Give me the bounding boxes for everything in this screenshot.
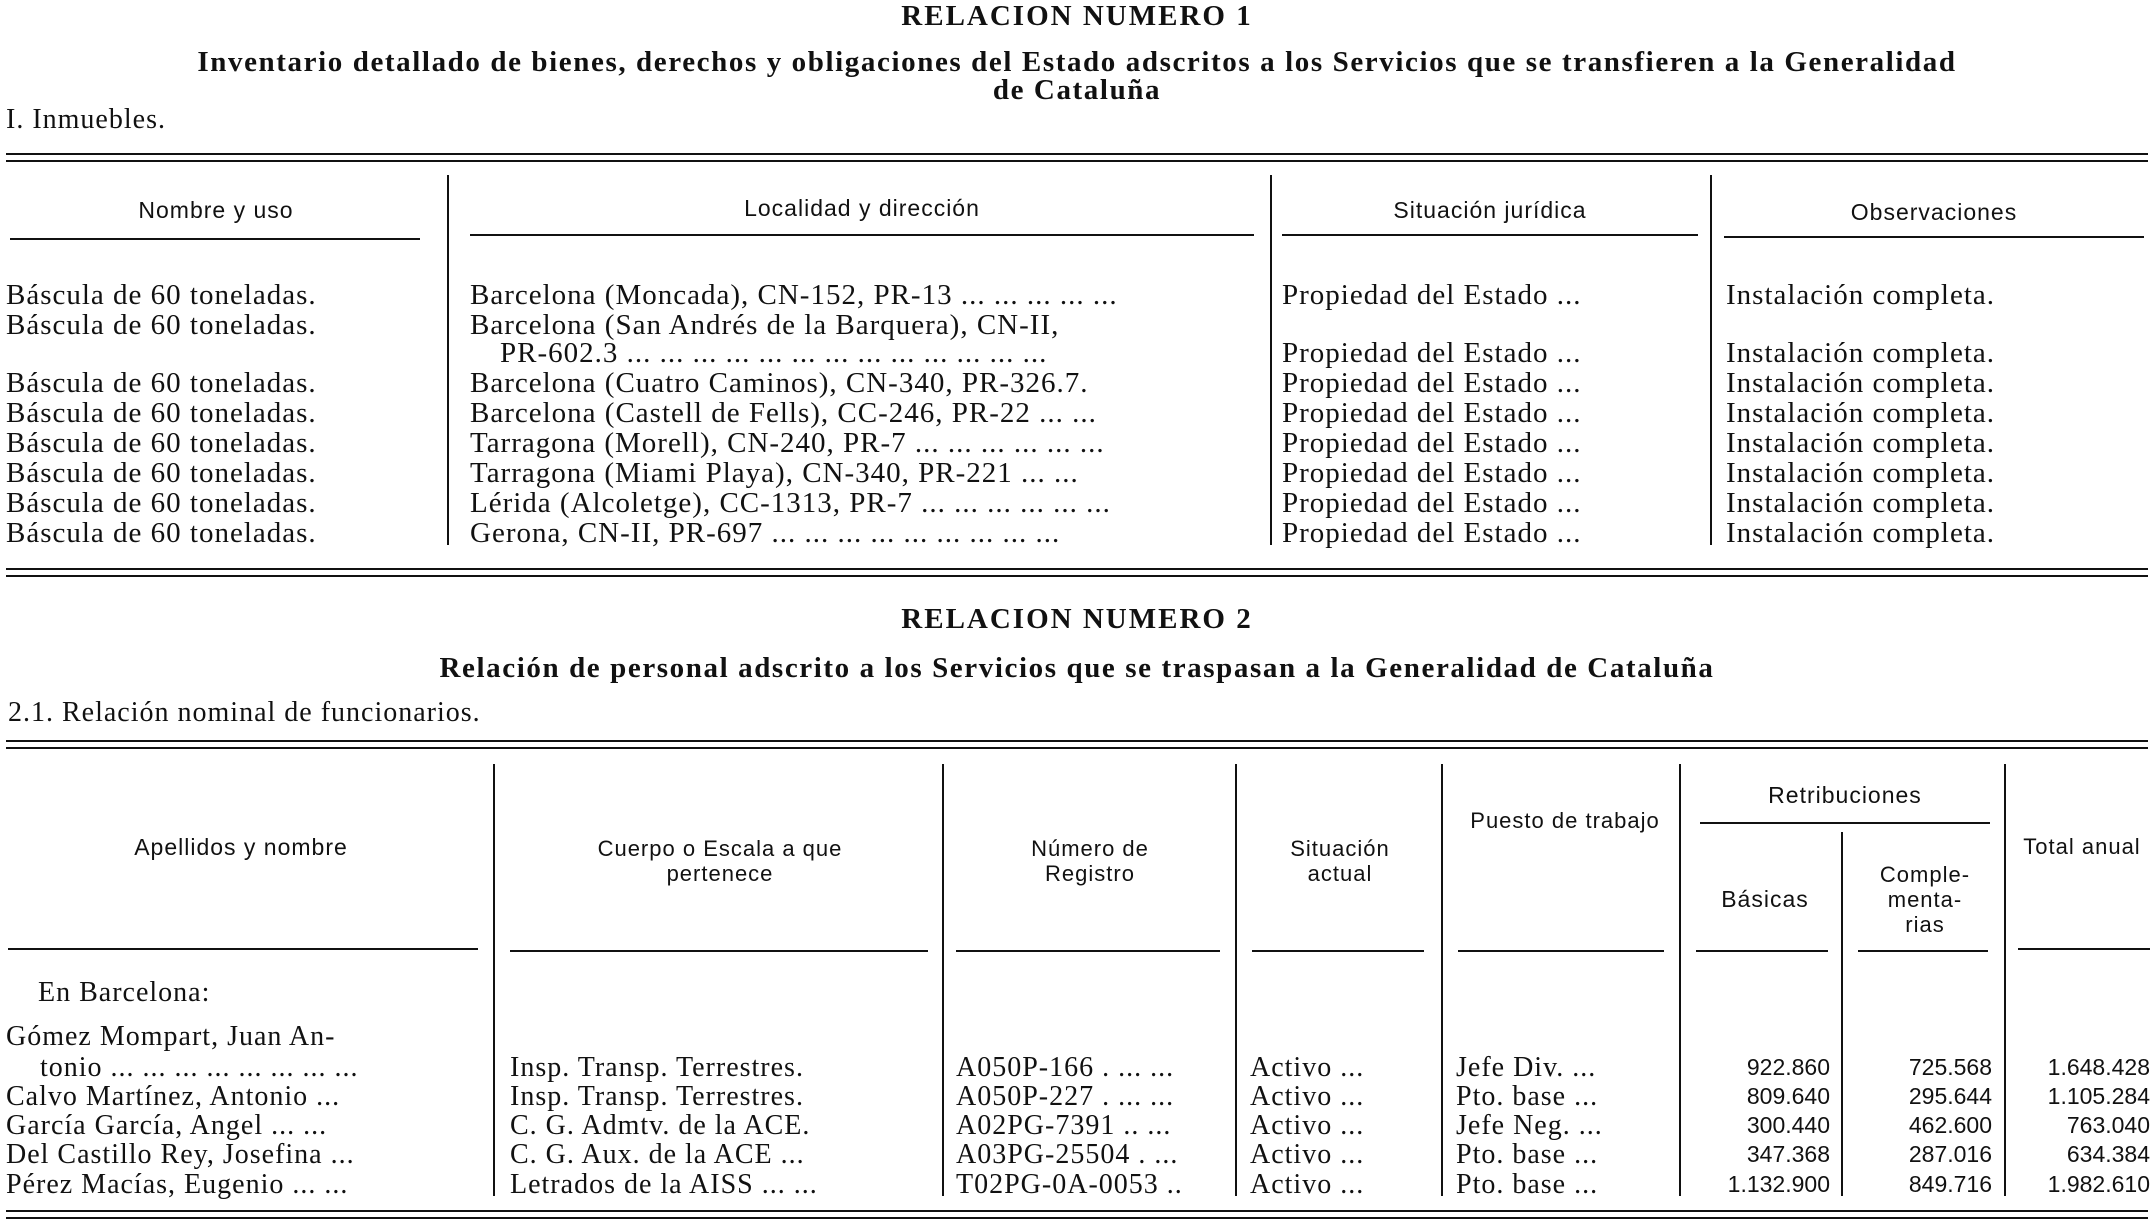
cell-direccion: Lérida (Alcoletge), CC-1313, PR-7 ... ... ... ... ... ... (470, 487, 1111, 519)
cell-nombre: Báscula de 60 toneladas. (6, 279, 317, 311)
header-complementarias: Comple- menta- rias (1879, 862, 1971, 937)
table-row (0, 487, 2154, 517)
table-row (0, 1021, 2154, 1051)
cell-cuerpo: C. G. Aux. de la ACE ... (510, 1139, 805, 1170)
header-underline (1282, 234, 1698, 236)
cell-situacion: Propiedad del Estado ... (1282, 279, 1582, 311)
cell-direccion: Barcelona (Moncada), CN-152, PR-13 ... ... ... ... ... (470, 279, 1118, 311)
cell-nombre: Báscula de 60 toneladas. (6, 367, 317, 399)
cell-situacion: Activo ... (1250, 1110, 1365, 1141)
cell-situacion: Propiedad del Estado ... (1282, 457, 1582, 489)
cell-basicas: 347.368 (1746, 1141, 1830, 1167)
cell-registro: A03PG-25504 . ... (956, 1139, 1179, 1170)
group-label: En Barcelona: (38, 977, 211, 1008)
table2-bottom-rule-2 (6, 1217, 2148, 1219)
header-situacion-juridica: Situación jurídica (1393, 197, 1587, 223)
cell-registro: A02PG-7391 .. ... (956, 1110, 1172, 1141)
header-underline (1858, 950, 1988, 952)
table2-bottom-rule (6, 1210, 2148, 1212)
cell-complementarias: 462.600 (1908, 1112, 1992, 1138)
header-apellidos: Apellidos y nombre (134, 834, 348, 860)
cell-observaciones: Instalación completa. (1726, 517, 1996, 549)
table-row (0, 1139, 2154, 1169)
cell-direccion: Tarragona (Morell), CN-240, PR-7 ... ... ... ... ... ... (470, 427, 1105, 459)
cell-situacion: Activo ... (1250, 1081, 1365, 1112)
cell-total: 1.105.284 (2047, 1083, 2150, 1109)
cell-nombre: Báscula de 60 toneladas. (6, 397, 317, 429)
table-row (0, 1110, 2154, 1140)
cell-nombre: Báscula de 60 toneladas. (6, 309, 317, 341)
cell-cuerpo: Insp. Transp. Terrestres. (510, 1052, 804, 1083)
relacion-1-subtitle-cont: de Cataluña (992, 74, 1162, 106)
relacion-2-subtitle: Relación de personal adscrito a los Servicios que se traspasan a la Generalidad de Cataluña (439, 652, 1715, 684)
table1-top-rule (6, 153, 2148, 155)
header-underline (1252, 950, 1424, 952)
cell-nombre: Gómez Mompart, Juan An- (6, 1021, 336, 1052)
header-nombre-uso: Nombre y uso (138, 197, 294, 223)
cell-direccion: Tarragona (Miami Playa), CN-340, PR-221 ... ... (470, 457, 1079, 489)
header-total-anual: Total anual (2023, 834, 2141, 859)
cell-direccion: Barcelona (Castell de Fells), CC-246, PR-22 ... ... (470, 397, 1097, 429)
section-funcionarios: 2.1. Relación nominal de funcionarios. (8, 697, 481, 728)
cell-observaciones: Instalación completa. (1726, 457, 1996, 489)
cell-cuerpo: Insp. Transp. Terrestres. (510, 1081, 804, 1112)
table-row (0, 517, 2154, 547)
cell-situacion: Propiedad del Estado ... (1282, 517, 1582, 549)
cell-complementarias: 849.716 (1908, 1171, 1992, 1197)
table2-top-rule (6, 740, 2148, 742)
cell-puesto: Pto. base ... (1456, 1081, 1599, 1112)
cell-total: 1.648.428 (2047, 1054, 2150, 1080)
table1-top-rule-2 (6, 160, 2148, 162)
table-row (0, 309, 2154, 339)
cell-registro: A050P-166 . ... ... (956, 1052, 1175, 1083)
cell-nombre: Báscula de 60 toneladas. (6, 427, 317, 459)
retribuciones-underline (1700, 822, 1990, 824)
header-underline (1458, 950, 1664, 952)
relacion-2-title: RELACION NUMERO 2 (901, 603, 1253, 635)
table-row (0, 1169, 2154, 1199)
header-underline (10, 238, 420, 240)
cell-observaciones: Instalación completa. (1726, 337, 1996, 369)
header-situacion-actual: Situación actual (1290, 836, 1390, 886)
table1-bottom-rule (6, 568, 2148, 570)
relacion-1-subtitle: Inventario detallado de bienes, derechos y obligaciones del Estado adscritos a los Servicios que se transfieren a la Generalidad (197, 46, 1957, 78)
section-inmuebles: I. Inmuebles. (6, 104, 166, 135)
header-localidad: Localidad y dirección (744, 195, 980, 221)
cell-basicas: 922.860 (1746, 1054, 1830, 1080)
cell-situacion: Propiedad del Estado ... (1282, 367, 1582, 399)
cell-basicas: 300.440 (1746, 1112, 1830, 1138)
cell-cuerpo: Letrados de la AISS ... ... (510, 1169, 818, 1200)
cell-nombre: Báscula de 60 toneladas. (6, 517, 317, 549)
cell-situacion: Activo ... (1250, 1169, 1365, 1200)
cell-situacion: Propiedad del Estado ... (1282, 397, 1582, 429)
cell-puesto: Pto. base ... (1456, 1169, 1599, 1200)
table2-top-rule-2 (6, 747, 2148, 749)
header-underline (1696, 950, 1828, 952)
cell-situacion: Activo ... (1250, 1052, 1365, 1083)
header-underline (2018, 948, 2150, 950)
cell-puesto: Jefe Div. ... (1456, 1052, 1597, 1083)
header-puesto: Puesto de trabajo (1470, 808, 1660, 833)
cell-direccion-cont: PR-602.3 ... ... ... ... ... ... ... ... ... ... ... ... ... (500, 337, 1048, 369)
cell-total: 763.040 (2066, 1112, 2150, 1138)
cell-situacion: Activo ... (1250, 1139, 1365, 1170)
cell-total: 634.384 (2066, 1141, 2150, 1167)
cell-complementarias: 295.644 (1908, 1083, 1992, 1109)
cell-registro: A050P-227 . ... ... (956, 1081, 1175, 1112)
cell-total: 1.982.610 (2047, 1171, 2150, 1197)
cell-puesto: Pto. base ... (1456, 1139, 1599, 1170)
cell-cuerpo: C. G. Admtv. de la ACE. (510, 1110, 811, 1141)
cell-registro: T02PG-0A-0053 .. (956, 1169, 1183, 1200)
cell-complementarias: 725.568 (1908, 1054, 1992, 1080)
table-row-cont (0, 337, 2154, 367)
table-row (0, 1081, 2154, 1111)
cell-direccion: Barcelona (San Andrés de la Barquera), CN-II, (470, 309, 1060, 341)
header-underline (956, 950, 1220, 952)
header-underline (1724, 236, 2144, 238)
cell-situacion: Propiedad del Estado ... (1282, 487, 1582, 519)
cell-situacion: Propiedad del Estado ... (1282, 337, 1582, 369)
table1-bottom-rule-2 (6, 575, 2148, 577)
cell-nombre: García García, Angel ... ... (6, 1110, 328, 1141)
cell-direccion: Gerona, CN-II, PR-697 ... ... ... ... ... ... ... ... ... (470, 517, 1061, 549)
header-observaciones: Observaciones (1850, 199, 2018, 225)
cell-nombre: Báscula de 60 toneladas. (6, 487, 317, 519)
header-retribuciones: Retribuciones (1768, 782, 1922, 808)
cell-puesto: Jefe Neg. ... (1456, 1110, 1603, 1141)
cell-situacion: Propiedad del Estado ... (1282, 427, 1582, 459)
cell-observaciones: Instalación completa. (1726, 487, 1996, 519)
header-registro: Número de Registro (1031, 836, 1149, 886)
table-row (0, 279, 2154, 309)
table-row (0, 427, 2154, 457)
cell-basicas: 1.132.900 (1727, 1171, 1830, 1197)
header-underline (470, 234, 1254, 236)
table-row (0, 397, 2154, 427)
cell-observaciones: Instalación completa. (1726, 279, 1996, 311)
cell-complementarias: 287.016 (1908, 1141, 1992, 1167)
header-basicas: Básicas (1721, 886, 1809, 912)
header-underline (510, 950, 928, 952)
cell-nombre: Del Castillo Rey, Josefina ... (6, 1139, 355, 1170)
table-row-cont (0, 1052, 2154, 1082)
relacion-1-title: RELACION NUMERO 1 (901, 0, 1253, 32)
cell-direccion: Barcelona (Cuatro Caminos), CN-340, PR-326.7. (470, 367, 1089, 399)
cell-nombre: Pérez Macías, Eugenio ... ... (6, 1169, 349, 1200)
cell-observaciones: Instalación completa. (1726, 427, 1996, 459)
header-underline (8, 948, 478, 950)
cell-nombre: Báscula de 60 toneladas. (6, 457, 317, 489)
cell-basicas: 809.640 (1746, 1083, 1830, 1109)
table-row (0, 367, 2154, 397)
cell-nombre-cont: tonio ... ... ... ... ... ... ... ... (40, 1052, 359, 1083)
table-row (0, 457, 2154, 487)
cell-observaciones: Instalación completa. (1726, 367, 1996, 399)
cell-observaciones: Instalación completa. (1726, 397, 1996, 429)
cell-nombre: Calvo Martínez, Antonio ... (6, 1081, 341, 1112)
header-cuerpo: Cuerpo o Escala a que pertenece (597, 836, 843, 886)
